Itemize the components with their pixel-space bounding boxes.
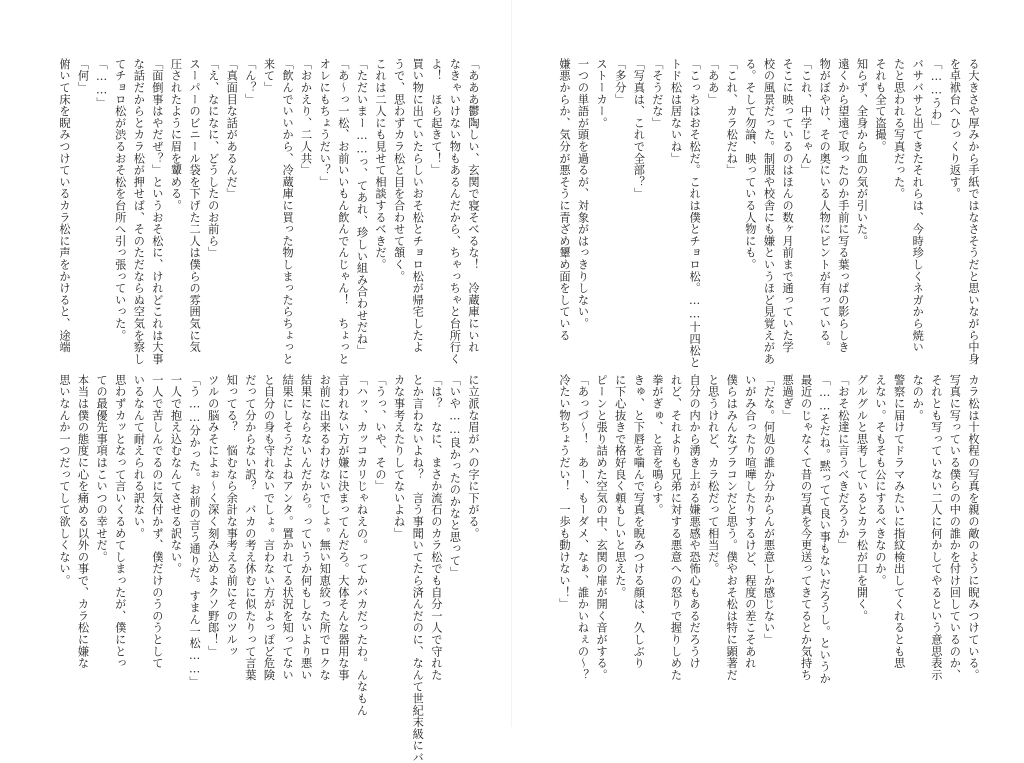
text-line: それも全て盗撮。 (874, 58, 888, 153)
text-line: 「ああ」 (706, 58, 720, 106)
text-line: 「真面目な話があるんだ」 (225, 58, 239, 200)
text-line: スーパーのビニール袋を下げた二人は僕らの雰囲気に気 (188, 58, 202, 353)
text-line: に下心抜きで格好良く頼もしいと思えた。 (613, 374, 627, 599)
text-line: 警察に届けてドラマみたいに指紋検出してくれるとも思 (892, 374, 906, 669)
right-page-bottom-text (557, 374, 982, 685)
text-line: 圧されたように眉を顰める。 (169, 58, 183, 212)
text-line: カな事考えたりしてないよね」 (392, 374, 406, 540)
text-line: 「ただいまー……っ、てあれ、珍しい組み合わせだね」 (355, 58, 369, 357)
text-line: 嫌悪からか、気分が悪そうに青ざめ顰め面をしている (557, 58, 571, 342)
text-line: 「飲んでいいから、冷蔵庫に買った物しまったらちょっと (281, 58, 295, 365)
text-line: グルグルと思考しているとカラ松が口を開く。 (855, 374, 869, 622)
text-line: とか言わないよね？ 言う事聞いてたら済んだのに、なんて世紀末級にバ (411, 374, 425, 763)
text-line: 「は？ なに、まさか流石のカラ松でも自分一人で守れた (429, 374, 443, 681)
text-line: 思わずカッとなって言いくるめてしまったが、僕にとっ (113, 374, 127, 669)
text-line: 悪過ぎ」 (781, 374, 795, 422)
text-line: 「これ、中学じゃん」 (799, 58, 813, 176)
text-line: 最近のじゃなくて昔の写真を今更送ってきてるとか気持ち (799, 374, 813, 681)
text-line: 「そうだな」 (650, 58, 664, 129)
text-line: と思うけれど、カラ松だって相当だ。 (706, 374, 720, 575)
text-line: 「だな。何処の誰か分からんが悪意しか感じない」 (762, 374, 776, 646)
text-line: これは二人にも見せて相談するべきだ。 (374, 58, 388, 271)
text-line: な話だからとカラ松が押せば、そのただならぬ空気を察し (132, 58, 146, 365)
text-line: れど、それよりも兄弟に対する悪意への怒りで握りしめた (669, 374, 683, 681)
text-line: る。そして勿論、映っている人物にも。 (743, 58, 757, 271)
text-line: 「うっ、いや、その」 (374, 374, 388, 492)
text-line: る大きさや厚みから手紙ではなさそうだと思いながら中身 (967, 58, 980, 365)
text-line: ツルの脳みそによぉ〜く深く刻み込めよクソ野郎！」 (206, 374, 220, 658)
text-line: 「……そだね。黙ってて良い事もないだろうし。というか (818, 374, 832, 685)
text-line: ての最優先事項はこいつの幸せだ。 (95, 374, 109, 563)
text-line: オレにもちょうだい？」 (318, 58, 332, 188)
text-line: 物がぼやけ、その奥にいる人物にピントが有っている。 (818, 58, 832, 353)
text-line: 自分の内から湧き上がる嫌悪感や恐怖心もあるだろうけ (688, 374, 702, 669)
text-line: お前に出来るわけないでしょ。無い知恵絞った所でロクな (318, 374, 332, 681)
text-line: 来て」 (262, 58, 276, 94)
text-line: だって分からない訳？ バカの考え休むに似たりって言葉 (243, 374, 257, 681)
text-line: 知らず、全身から血の気が引いた。 (855, 58, 869, 247)
text-line: 僕らはみんなブラコンだと思う。僕やおそ松は特に顕著だ (725, 374, 739, 681)
text-line: 「あ〜っ一松、お前いいもん飲んでんじゃん！ ちょっと (336, 58, 350, 365)
text-line: 「ハッ、カッコカリじゃねえの。ってかバカだったわ。んなもん (355, 374, 369, 717)
text-line: なのか。 (911, 374, 925, 422)
text-line: 思いなんか一つだってして欲しくない。 (57, 374, 71, 587)
text-line: 結果にしそうだよねアンタ。置かれてる状況を知ってない (281, 374, 295, 681)
text-line: ストーカー。 (595, 58, 609, 129)
text-line: てチョロ松が渋るおそ松を台所へ引っ張っていった。 (113, 58, 127, 342)
text-line: きゅ、と下唇を噛んで写真を睨みつける顔は、久しぶり (632, 374, 646, 669)
text-line: 「いや……良かったのかなと思って」 (448, 374, 462, 579)
text-line: 結果にならないんだから。っていうか何もしないより悪い (299, 374, 313, 681)
text-line: 一人で苦しんでるのに気付かず、僕だけのうのうとして (150, 374, 164, 669)
text-line: 拳がぎゅ、と音を鳴らす。 (650, 374, 664, 516)
text-line: バサバサと出てきたそれらは、今時珍しくネガから焼い (911, 58, 925, 353)
right-page-top-text (557, 58, 982, 369)
text-line: 「ん？」 (243, 58, 257, 106)
text-line: 本当は僕の態度に心を痛める以外の事で、カラ松に嫌な (76, 374, 90, 669)
text-line: 「面倒事はやだぜ？」というおそ松に、けれどこれは大事 (150, 58, 164, 365)
text-line: ピーンと張り詰めた空気の中、玄関の扉が開く音がする。 (595, 374, 609, 681)
text-line: いるなんて耐えられる訳ない。 (132, 374, 146, 540)
text-line: うで、思わずカラ松と目を合わせて頷く。 (392, 58, 406, 283)
text-line: よ！ ほら起きて！」 (429, 58, 443, 176)
text-line: たと思われる写真だった。 (892, 58, 906, 200)
text-line: 買い物に出ていたらしいおそ松とチョロ松が帰宅したよ (411, 58, 425, 353)
text-line: 言われない方が嫌に決まってんだろ。大体そんな器用な事 (336, 374, 350, 681)
text-line: 俯いて床を睨みつけているカラ松に声をかけると、途端 (57, 58, 71, 353)
text-line: 知ってる？ 悩むなら余計な事考える前にそのツルッ (225, 374, 239, 658)
text-line: 写真に写っている僕らの中の誰かを付け回しているのか、 (948, 374, 962, 681)
text-line: カラ松は十枚程の写真を親の敵のように睨みつけている。 (967, 374, 980, 681)
text-line: 「……うわ」 (929, 58, 943, 133)
text-line: 遠くから望遠で取ったのか手前に写る葉っぱの影らしき (836, 58, 850, 353)
left-page-bottom-text (57, 374, 482, 763)
text-line: 冷たい物ちょうだい！ 一歩も動けない！」 (557, 374, 571, 610)
text-line: 「……」 (95, 58, 109, 109)
text-line: 「あっづ〜！ あー、もーダメ、なぁ、誰かいねぇの〜？ (576, 374, 590, 681)
text-line: そこに映っているのはほんの数ヶ月前まで通っていた学 (781, 58, 795, 353)
text-line: 「う……分かった。お前の言う通りだ。すまん一松……」 (188, 374, 202, 688)
text-line: 「おかえり、二人共」 (299, 58, 313, 176)
text-line: 「おそ松達に言うべきだろうか」 (836, 374, 850, 551)
text-line: 「これ、カラ松だね」 (725, 58, 739, 176)
text-line: 「こっちはおそ松だ。これは僕とチョロ松。……十四松と (688, 58, 702, 369)
text-line: と自分の身も守れないでしょ。言わない方がよっぽど危険 (262, 374, 276, 681)
text-line: 「え、なになに、どうしたのお前ら」 (206, 58, 220, 259)
text-line: いがみ合ったり喧嘩したりするけど、程度の差こそあれ (743, 374, 757, 669)
text-line: 「写真は、これで全部？」 (632, 58, 646, 200)
left-page-top-text (57, 58, 482, 365)
text-line: トド松は居ないね」 (669, 58, 683, 165)
text-line: 一つの単語が頭を過るが、対象がはっきりしない。 (576, 58, 590, 330)
text-line: えない。そもそも公にするべきなのか。 (874, 374, 888, 587)
text-line: を卓袱台へひっくり返す。 (948, 58, 962, 200)
text-line: それとも写っていない二人に何かしてやるという意思表示 (929, 374, 943, 681)
text-line: 校の風景だった。制服や校舎にも嫌というほど見覚えがあ (762, 58, 776, 365)
text-line: 「多分」 (613, 58, 627, 106)
text-line: 「何」 (76, 58, 90, 94)
text-line: 一人で抱え込むなんてさせる訳ない。 (169, 374, 183, 575)
text-line: なきゃいけない物もあるんだから、ちゃっちゃと台所行く (448, 58, 462, 365)
text-line: 「あああ鬱陶しい、玄関で寝そべるな！ 冷蔵庫にいれ (467, 58, 480, 353)
text-line: に立派な眉がハの字に下がる。 (467, 374, 480, 540)
